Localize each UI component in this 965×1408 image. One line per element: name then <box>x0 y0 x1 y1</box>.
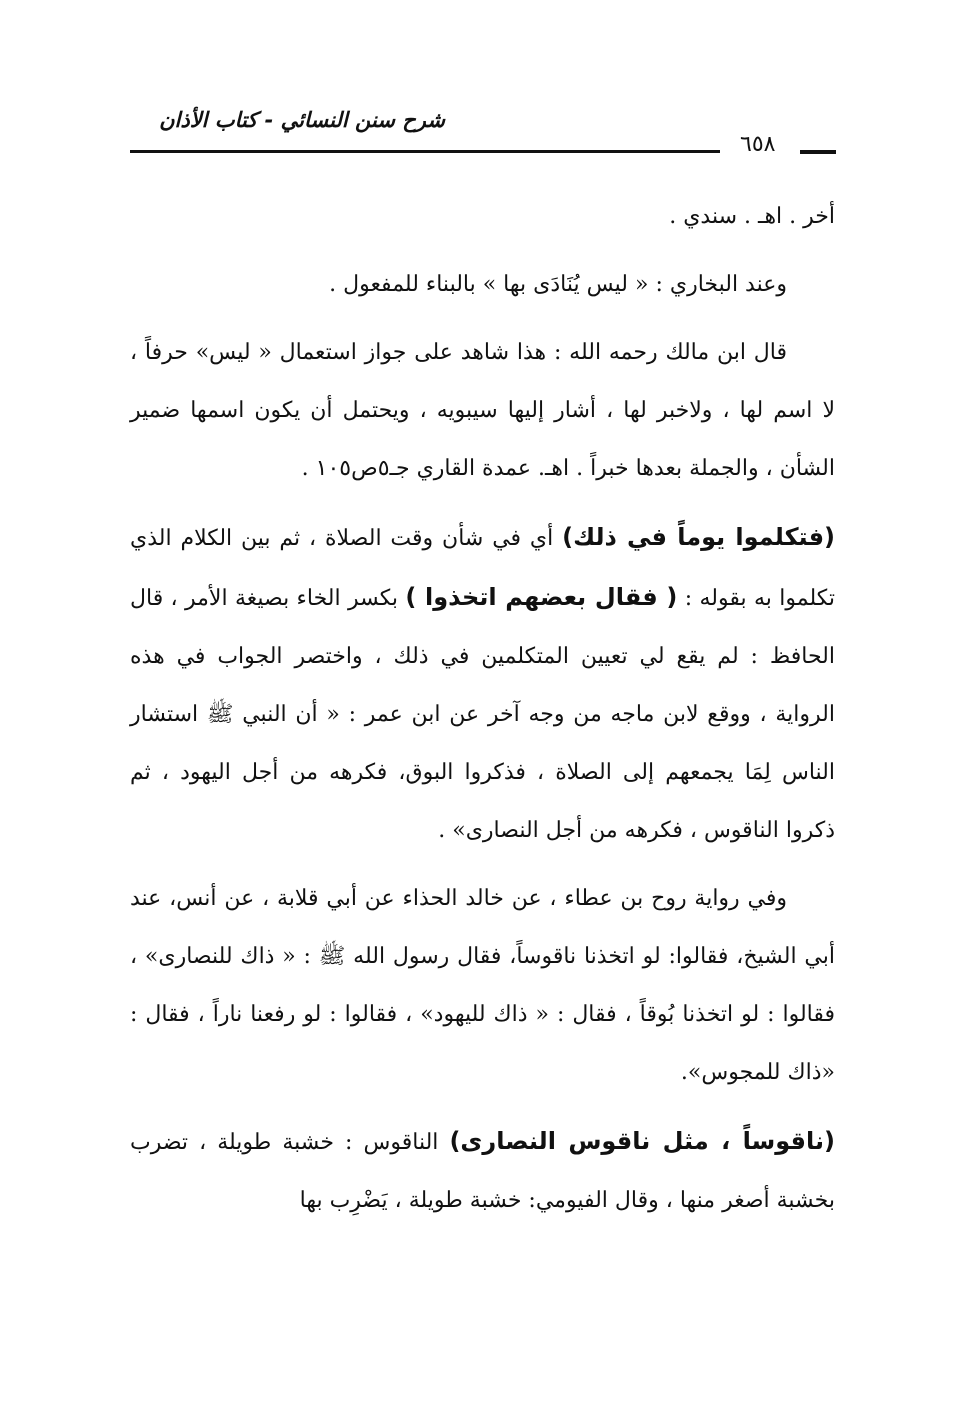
paragraph: وفي رواية روح بن عطاء ، عن خالد الحذاء عن أبي قلابة ، عن أنس، عند أبي الشيخ، فقالوا: لو اتخذنا ناقوساً، فقال رسول الله ﷺ : « ذاك للنصارى» ، فقالوا : لو اتخذنا بُوقاً ، فقال : « ذاك لليهود» ، فقالوا : لو رفعنا ناراً ، فقال : «ذاك للمجوس». <box>130 886 835 1085</box>
running-title: شرح سنن النسائي - كتاب الأذان <box>159 108 445 132</box>
paragraph: وعند البخاري : « ليس يُنَادَى بها » بالبناء للمفعول . <box>329 272 787 297</box>
paragraph: قال ابن مالك رحمه الله : هذا شاهد على جواز استعمال « ليس» حرفاً ، لا اسم لها ، ولاخبر لها ، أشار إليها سيبويه ، ويحتمل أن يكون اسمها ضمير الشأن ، والجملة بعدها خبراً . اهـ. عمدة القاري جـ٥ص١٠٥ . <box>130 340 835 481</box>
header-rule <box>130 150 720 153</box>
page-number: ٦٥٨ <box>740 132 776 157</box>
lemma: ( فقال بعضهم اتخذوا ) <box>405 583 678 611</box>
paragraph: (فتكلموا يوماً في ذلك) أي في شأن وقت الصلاة ، ثم بين الكلام الذي تكلموا به بقوله : ( فقال بعضهم اتخذوا ) بكسر الخاء بصيغة الأمر ، قال الحافظ : لم يقع لي تعيين المتكلمين في ذلك ، واختصر الجواب في هذه الرواية ، ووقع لابن ماجه من وجه آخر عن ابن عمر : « أن النبي ﷺ استشار الناس لِمَا يجمعهم إلى الصلاة ، فذكروا البوق، فكرهه من أجل اليهود ، ثم ذكروا الناقوس ، فكرهه من أجل النصارى» . <box>130 523 836 843</box>
lemma: (ناقوساً ، مثل ناقوس النصارى) <box>449 1127 835 1155</box>
paragraph: أخر . اهـ . سندي . <box>669 204 835 229</box>
lemma: (فتكلموا يوماً في ذلك) <box>562 523 836 551</box>
body-text <box>130 188 835 1240</box>
page-number-rule <box>800 150 836 154</box>
paragraph: (ناقوساً ، مثل ناقوس النصارى) الناقوس : خشبة طويلة ، تضرب بخشبة أصغر منها ، وقال الفيومي: خشبة طويلة ، يَضْرِب بها <box>130 1127 835 1213</box>
